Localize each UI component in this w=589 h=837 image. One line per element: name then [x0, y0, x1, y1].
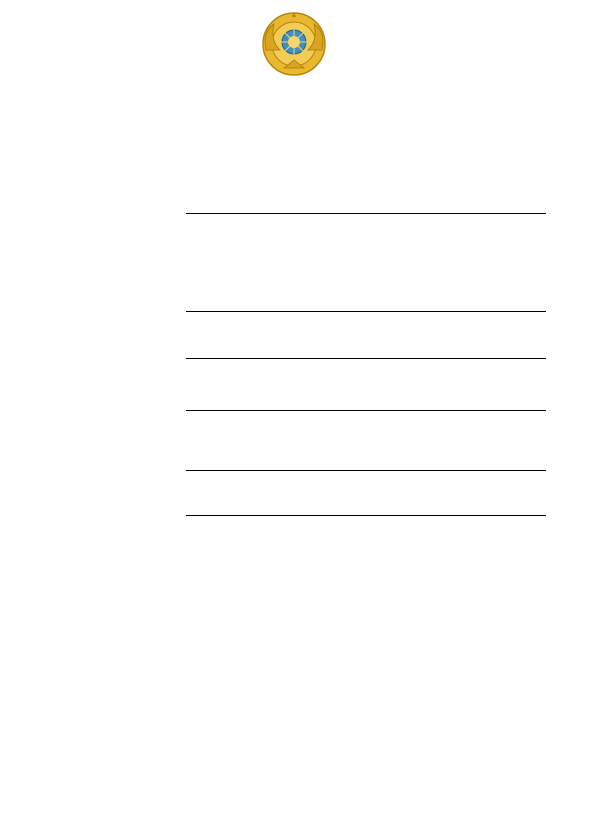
qr-code-icon	[545, 26, 589, 70]
qr-code-icon	[388, 703, 470, 815]
activity-underline	[186, 311, 546, 312]
note-underline	[186, 410, 546, 411]
issued-underline	[186, 213, 546, 214]
conditions-underline	[186, 358, 546, 359]
qr-code-icon	[130, 703, 212, 815]
qr-code-icon	[474, 703, 556, 815]
state-emblem-kazakhstan-icon	[260, 10, 328, 78]
qr-code-icon	[302, 703, 384, 815]
head-underline	[186, 515, 546, 516]
licensor-underline	[186, 470, 546, 471]
qr-code-icon	[44, 703, 126, 815]
qr-code-icon	[216, 703, 298, 815]
